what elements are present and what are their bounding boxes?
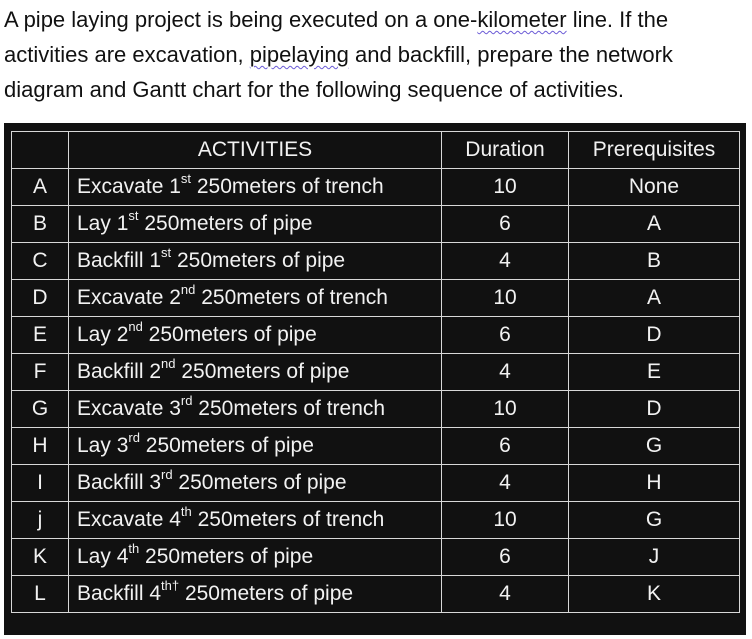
activity-description [69,391,442,428]
ordinal-suffix: nd [180,282,196,297]
activity-duration: 6 [442,428,569,465]
activity-duration: 6 [442,317,569,354]
statement-line-2 [4,37,748,72]
activity-letter: D [12,280,69,317]
activity-prerequisite: A [569,280,740,317]
activity-text-rest: 250meters of trench [192,397,386,420]
ordinal-suffix: rd [161,467,173,482]
table-row [12,243,740,280]
activity-text-rest: 250meters of pipe [171,249,346,272]
activity-prerequisite: D [569,317,740,354]
activity-duration: 4 [442,243,569,280]
activity-text-rest: 250meters of pipe [175,360,350,383]
activity-description [69,576,442,613]
header-duration: Duration [442,132,569,169]
activity-duration: 6 [442,206,569,243]
activity-letter: E [12,317,69,354]
ordinal-suffix: nd [161,356,176,371]
statement-line-1 [4,2,748,37]
activity-prerequisite: D [569,391,740,428]
activity-description [69,539,442,576]
activity-letter: I [12,465,69,502]
activity-description [69,206,442,243]
table-row [12,391,740,428]
activity-duration: 4 [442,576,569,613]
activity-text: Excavate 4 [77,508,181,531]
activity-text-rest: 250meters of trench [195,286,388,309]
activity-letter: H [12,428,69,465]
ordinal-suffix: st [128,208,139,223]
table-row [12,354,740,391]
activity-letter: F [12,354,69,391]
activity-text: Backfill 2 [77,360,162,383]
ordinal-suffix: th† [161,578,180,593]
statement-line-1-c: line. If the [566,7,669,32]
activity-letter: C [12,243,69,280]
activity-duration: 6 [442,539,569,576]
table-row [12,169,740,206]
activity-letter: L [12,576,69,613]
ordinal-suffix: th [180,504,192,519]
table-body [12,169,740,613]
activity-text: Backfill 1 [77,249,162,272]
spellcheck-word-pipelaying: pipelaying [249,42,349,67]
activity-prerequisite: E [569,354,740,391]
activity-text-rest: 250meters of trench [191,175,384,198]
activity-prerequisite: A [569,206,740,243]
ordinal-suffix: nd [128,319,143,334]
activity-text: Lay 4 [77,545,129,568]
activity-letter: j [12,502,69,539]
ordinal-suffix: rd [128,430,140,445]
statement-line-3: diagram and Gantt chart for the following sequence of activities. [4,77,625,102]
activity-prerequisite: J [569,539,740,576]
table-row [12,539,740,576]
activity-text-rest: 250meters of pipe [139,434,314,457]
activity-text-rest: 250meters of pipe [142,323,317,346]
header-activities: ACTIVITIES [69,132,442,169]
activity-text-rest: 250meters of trench [191,508,385,531]
activity-text: Lay 1 [77,212,129,235]
activity-prerequisite: K [569,576,740,613]
activity-text: Backfill 4 [77,582,162,605]
activity-description [69,169,442,206]
table-row [12,206,740,243]
activity-duration: 10 [442,280,569,317]
activity-text: Excavate 2 [77,286,181,309]
activity-text: Lay 2 [77,323,129,346]
activity-prerequisite: G [569,428,740,465]
ordinal-suffix: st [161,245,172,260]
statement-line-2-c: and backfill, prepare the network [348,42,673,67]
table-header-row [12,132,740,169]
activity-text-rest: 250meters of pipe [138,212,313,235]
table-row [12,317,740,354]
activity-letter: A [12,169,69,206]
activity-description [69,280,442,317]
activity-letter: K [12,539,69,576]
header-prerequisites: Prerequisites [569,132,740,169]
activity-duration: 10 [442,502,569,539]
activity-text: Backfill 3 [77,471,162,494]
activity-text: Excavate 3 [77,397,181,420]
activity-prerequisite: B [569,243,740,280]
activity-description [69,465,442,502]
ordinal-suffix: st [180,171,192,186]
activity-description [69,243,442,280]
activity-duration: 10 [442,169,569,206]
activity-table [11,131,740,613]
table-row [12,280,740,317]
activity-letter: G [12,391,69,428]
statement-line-2-a: activities are excavation, [4,42,250,67]
statement-line-1-a: A pipe laying project is being executed on a one- [4,7,478,32]
activity-letter: B [12,206,69,243]
problem-statement [4,2,748,107]
activity-text-rest: 250meters of pipe [179,582,354,605]
table-row [12,576,740,613]
activity-prerequisite: H [569,465,740,502]
header-letter [12,132,69,169]
activity-description [69,502,442,539]
spellcheck-word-kilometer: kilometer [477,7,567,32]
table-row [12,502,740,539]
activity-table-board [4,123,746,635]
activity-prerequisite: G [569,502,740,539]
activity-duration: 10 [442,391,569,428]
activity-description [69,428,442,465]
activity-description [69,354,442,391]
activity-duration: 4 [442,354,569,391]
table-row [12,428,740,465]
ordinal-suffix: th [128,541,140,556]
table-row [12,465,740,502]
activity-text-rest: 250meters of pipe [172,471,347,494]
activity-prerequisite: None [569,169,740,206]
activity-description [69,317,442,354]
activity-text-rest: 250meters of pipe [139,545,314,568]
activity-text: Lay 3 [77,434,129,457]
activity-duration: 4 [442,465,569,502]
ordinal-suffix: rd [180,393,193,408]
activity-text: Excavate 1 [77,175,181,198]
